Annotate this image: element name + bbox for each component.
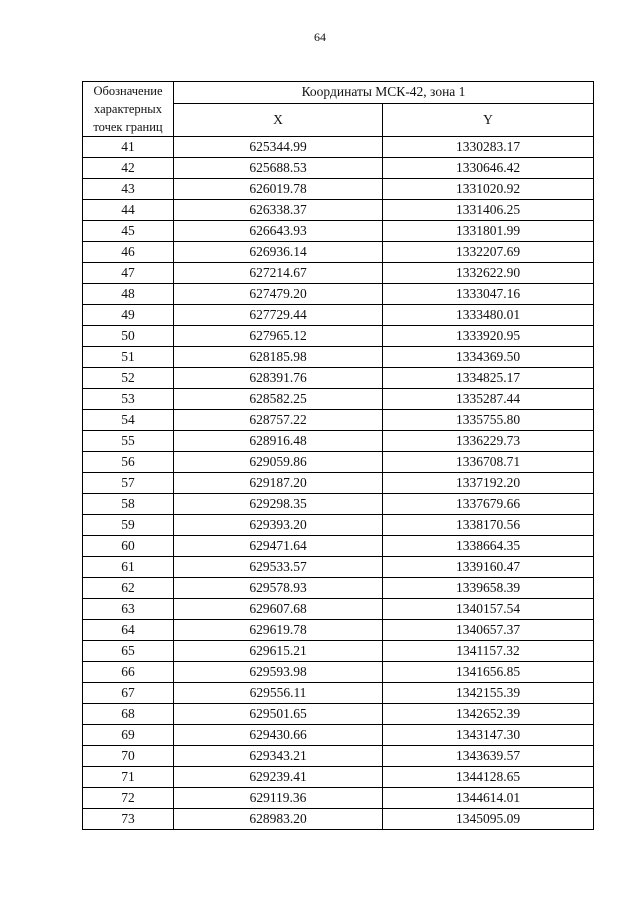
table-row: [83, 473, 594, 494]
y-coordinate-cell: 1335287.44: [383, 389, 594, 410]
header-x-label: X: [174, 103, 383, 136]
y-coordinate-cell: 1342652.39: [383, 704, 594, 725]
point-number-cell: 50: [83, 326, 174, 347]
y-coordinate-cell: 1338664.35: [383, 536, 594, 557]
x-coordinate-cell: 628582.25: [174, 389, 383, 410]
header-y-label: Y: [383, 103, 594, 136]
point-number-cell: 49: [83, 305, 174, 326]
table-row: [83, 620, 594, 641]
x-coordinate-cell: 627965.12: [174, 326, 383, 347]
table-row: [83, 137, 594, 158]
point-number-cell: 59: [83, 515, 174, 536]
x-coordinate-cell: 628916.48: [174, 431, 383, 452]
point-number-cell: 51: [83, 347, 174, 368]
x-coordinate-cell: 626338.37: [174, 200, 383, 221]
point-number-cell: 41: [83, 137, 174, 158]
x-coordinate-cell: 628757.22: [174, 410, 383, 431]
point-number-cell: 42: [83, 158, 174, 179]
header-coords-label: Координаты МСК-42, зона 1: [174, 82, 594, 104]
x-coordinate-cell: 629187.20: [174, 473, 383, 494]
y-coordinate-cell: 1330646.42: [383, 158, 594, 179]
point-number-cell: 68: [83, 704, 174, 725]
y-coordinate-cell: 1336229.73: [383, 431, 594, 452]
x-coordinate-cell: 629059.86: [174, 452, 383, 473]
x-coordinate-cell: 629533.57: [174, 557, 383, 578]
y-coordinate-cell: 1336708.71: [383, 452, 594, 473]
point-number-cell: 65: [83, 641, 174, 662]
x-coordinate-cell: 628983.20: [174, 809, 383, 830]
point-number-cell: 57: [83, 473, 174, 494]
y-coordinate-cell: 1331020.92: [383, 179, 594, 200]
y-coordinate-cell: 1333047.16: [383, 284, 594, 305]
table-row: [83, 599, 594, 620]
point-number-cell: 55: [83, 431, 174, 452]
y-coordinate-cell: 1332207.69: [383, 242, 594, 263]
table-row: [83, 704, 594, 725]
x-coordinate-cell: 629343.21: [174, 746, 383, 767]
point-number-cell: 71: [83, 767, 174, 788]
x-coordinate-cell: 629578.93: [174, 578, 383, 599]
point-number-cell: 53: [83, 389, 174, 410]
y-coordinate-cell: 1339658.39: [383, 578, 594, 599]
y-coordinate-cell: 1331406.25: [383, 200, 594, 221]
x-coordinate-cell: 629119.36: [174, 788, 383, 809]
y-coordinate-cell: 1338170.56: [383, 515, 594, 536]
y-coordinate-cell: 1344128.65: [383, 767, 594, 788]
x-coordinate-cell: 629239.41: [174, 767, 383, 788]
table-row: [83, 410, 594, 431]
y-coordinate-cell: 1332622.90: [383, 263, 594, 284]
y-coordinate-cell: 1333920.95: [383, 326, 594, 347]
x-coordinate-cell: 629298.35: [174, 494, 383, 515]
x-coordinate-cell: 629556.11: [174, 683, 383, 704]
table-body: [83, 137, 594, 830]
y-coordinate-cell: 1345095.09: [383, 809, 594, 830]
y-coordinate-cell: 1340657.37: [383, 620, 594, 641]
x-coordinate-cell: 627214.67: [174, 263, 383, 284]
table-row: [83, 242, 594, 263]
table-row: [83, 767, 594, 788]
y-coordinate-cell: 1334369.50: [383, 347, 594, 368]
y-coordinate-cell: 1337192.20: [383, 473, 594, 494]
table-row: [83, 326, 594, 347]
point-number-cell: 48: [83, 284, 174, 305]
point-number-cell: 54: [83, 410, 174, 431]
header-point-label: Обозначение характерных точек границ: [83, 82, 174, 137]
y-coordinate-cell: 1341157.32: [383, 641, 594, 662]
x-coordinate-cell: 628185.98: [174, 347, 383, 368]
point-number-cell: 64: [83, 620, 174, 641]
table-row: [83, 788, 594, 809]
y-coordinate-cell: 1331801.99: [383, 221, 594, 242]
table-row: [83, 431, 594, 452]
table-row: [83, 494, 594, 515]
x-coordinate-cell: 629393.20: [174, 515, 383, 536]
y-coordinate-cell: 1339160.47: [383, 557, 594, 578]
table-row: [83, 578, 594, 599]
point-number-cell: 70: [83, 746, 174, 767]
point-number-cell: 44: [83, 200, 174, 221]
point-number-cell: 62: [83, 578, 174, 599]
table-row: [83, 515, 594, 536]
table-row: [83, 284, 594, 305]
x-coordinate-cell: 629619.78: [174, 620, 383, 641]
table-row: [83, 263, 594, 284]
y-coordinate-cell: 1335755.80: [383, 410, 594, 431]
point-number-cell: 69: [83, 725, 174, 746]
point-number-cell: 67: [83, 683, 174, 704]
table-row: [83, 641, 594, 662]
point-number-cell: 58: [83, 494, 174, 515]
point-number-cell: 47: [83, 263, 174, 284]
x-coordinate-cell: 626936.14: [174, 242, 383, 263]
x-coordinate-cell: 629471.64: [174, 536, 383, 557]
point-number-cell: 43: [83, 179, 174, 200]
y-coordinate-cell: 1333480.01: [383, 305, 594, 326]
x-coordinate-cell: 629430.66: [174, 725, 383, 746]
table-row: [83, 683, 594, 704]
x-coordinate-cell: 627729.44: [174, 305, 383, 326]
x-coordinate-cell: 625344.99: [174, 137, 383, 158]
table-row: [83, 746, 594, 767]
x-coordinate-cell: 629593.98: [174, 662, 383, 683]
table-row: [83, 158, 594, 179]
point-number-cell: 72: [83, 788, 174, 809]
page-number: 64: [314, 30, 326, 44]
y-coordinate-cell: 1344614.01: [383, 788, 594, 809]
x-coordinate-cell: 628391.76: [174, 368, 383, 389]
point-number-cell: 46: [83, 242, 174, 263]
y-coordinate-cell: 1334825.17: [383, 368, 594, 389]
table-row: [83, 725, 594, 746]
table-row: [83, 662, 594, 683]
y-coordinate-cell: 1337679.66: [383, 494, 594, 515]
x-coordinate-cell: 626019.78: [174, 179, 383, 200]
coordinates-table: [82, 81, 594, 830]
y-coordinate-cell: 1330283.17: [383, 137, 594, 158]
point-number-cell: 45: [83, 221, 174, 242]
point-number-cell: 66: [83, 662, 174, 683]
table-row: [83, 200, 594, 221]
table-row: [83, 347, 594, 368]
y-coordinate-cell: 1340157.54: [383, 599, 594, 620]
y-coordinate-cell: 1343147.30: [383, 725, 594, 746]
x-coordinate-cell: 626643.93: [174, 221, 383, 242]
point-number-cell: 60: [83, 536, 174, 557]
y-coordinate-cell: 1343639.57: [383, 746, 594, 767]
table-row: [83, 452, 594, 473]
y-coordinate-cell: 1341656.85: [383, 662, 594, 683]
header-row-1: [83, 82, 594, 104]
x-coordinate-cell: 625688.53: [174, 158, 383, 179]
table-row: [83, 389, 594, 410]
point-number-cell: 63: [83, 599, 174, 620]
table-row: [83, 536, 594, 557]
point-number-cell: 52: [83, 368, 174, 389]
point-number-cell: 56: [83, 452, 174, 473]
x-coordinate-cell: 629607.68: [174, 599, 383, 620]
table-row: [83, 368, 594, 389]
y-coordinate-cell: 1342155.39: [383, 683, 594, 704]
table-row: [83, 557, 594, 578]
point-number-cell: 73: [83, 809, 174, 830]
x-coordinate-cell: 629615.21: [174, 641, 383, 662]
point-number-cell: 61: [83, 557, 174, 578]
x-coordinate-cell: 629501.65: [174, 704, 383, 725]
x-coordinate-cell: 627479.20: [174, 284, 383, 305]
table-row: [83, 809, 594, 830]
table-row: [83, 221, 594, 242]
table-row: [83, 305, 594, 326]
table-row: [83, 179, 594, 200]
